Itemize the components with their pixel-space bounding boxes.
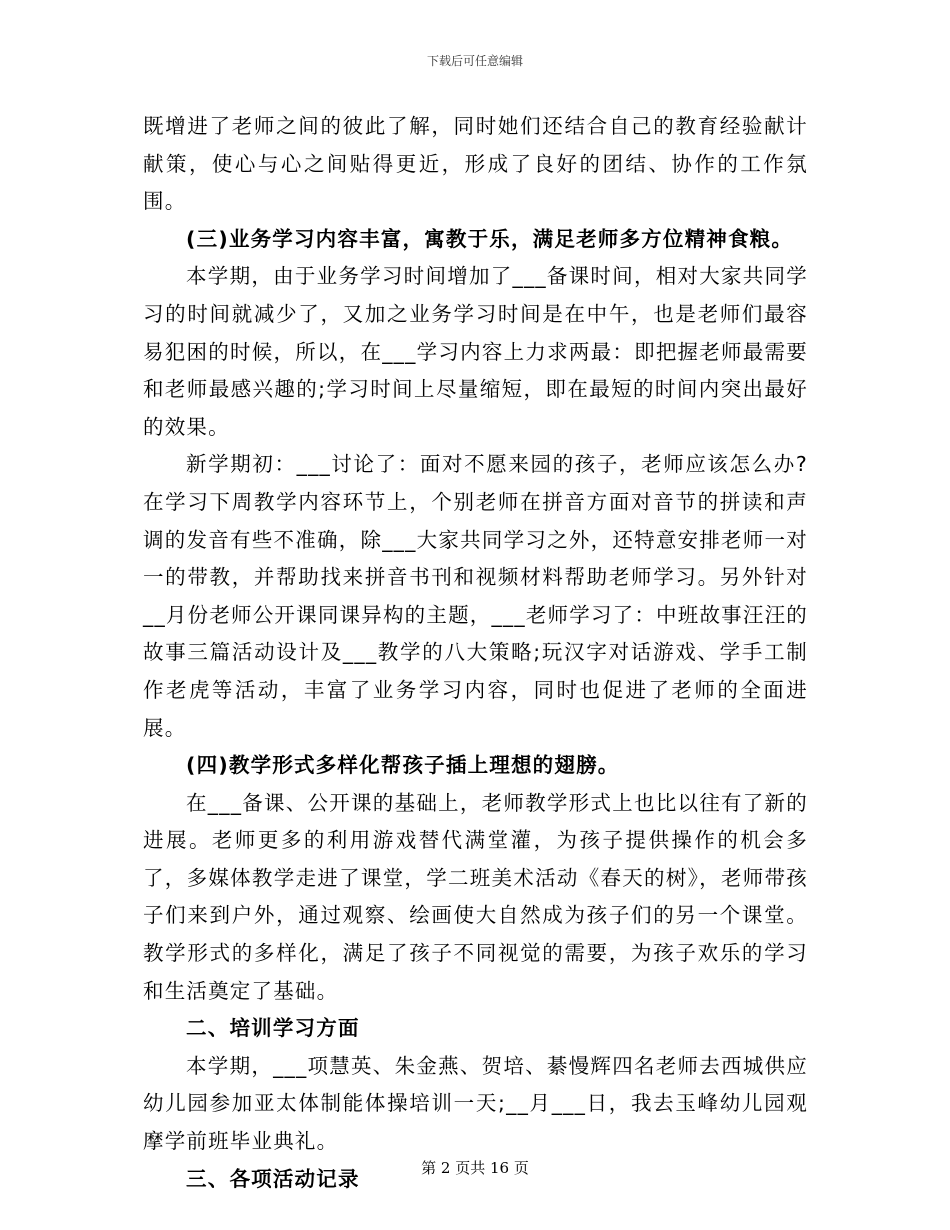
document-body <box>143 108 808 1198</box>
paragraph-continuation: 既增进了老师之间的彼此了解，同时她们还结合自己的教育经验献计献策，使心与心之间贴得更近，形成了良好的团结、协作的工作氛围。 <box>143 114 808 214</box>
paragraph-study-time: 本学期，由于业务学习时间增加了___备课时间，相对大家共同学习的时间就减少了，又加之业务学习时间是在中午，也是老师们最容易犯困的时候，所以，在___学习内容上力求两最：即把握老师最需要和老师最感兴趣的;学习时间上尽量缩短，即在最短的时间内突出最好的效果。 <box>143 264 808 439</box>
section-heading-4: (四)教学形式多样化帮孩子插上理想的翅膀。 <box>186 753 620 778</box>
paragraph-new-term: 新学期初：___讨论了：面对不愿来园的孩子，老师应该怎么办?在学习下周教学内容环节上，个别老师在拼音方面对音节的拼读和声调的发音有些不准确，除___大家共同学习之外，还特意安排老师一对一的带教，并帮助找来拼音书刊和视频材料帮助老师学习。另外针对__月份老师公开课同课异构的主题，___老师学习了：中班故事汪汪的故事三篇活动设计及___教学的八大策略;玩汉字对话游戏、学手工制作老虎等活动，丰富了业务学习内容，同时也促进了老师的全面进展。 <box>143 452 808 740</box>
paragraph-teaching-forms: 在___备课、公开课的基础上，老师教学形式上也比以往有了新的进展。老师更多的利用游戏替代满堂灌，为孩子提供操作的机会多了，多媒体教学走进了课堂，学二班美术活动《春天的树》，老师带孩子们来到户外，通过观察、绘画使大自然成为孩子们的另一个课堂。教学形式的多样化，满足了孩子不同视觉的需要，为孩子欢乐的学习和生活奠定了基础。 <box>143 790 808 1003</box>
section-heading-activities: 三、各项活动记录 <box>186 1166 360 1191</box>
section-heading-3: (三)业务学习内容丰富，寓教于乐，满足老师多方位精神食粮。 <box>186 226 794 251</box>
section-heading-training: 二、培训学习方面 <box>186 1016 360 1041</box>
paragraph-training: 本学期，___项慧英、朱金燕、贺培、綦慢辉四名老师去西城供应幼儿园参加亚太体制能体操培训一天;__月___日，我去玉峰幼儿园观摩学前班毕业典礼。 <box>143 1053 808 1154</box>
page-header: 下载后可任意编辑 <box>426 54 523 68</box>
page-footer: 第 2 页共 16 页 <box>421 1159 529 1177</box>
